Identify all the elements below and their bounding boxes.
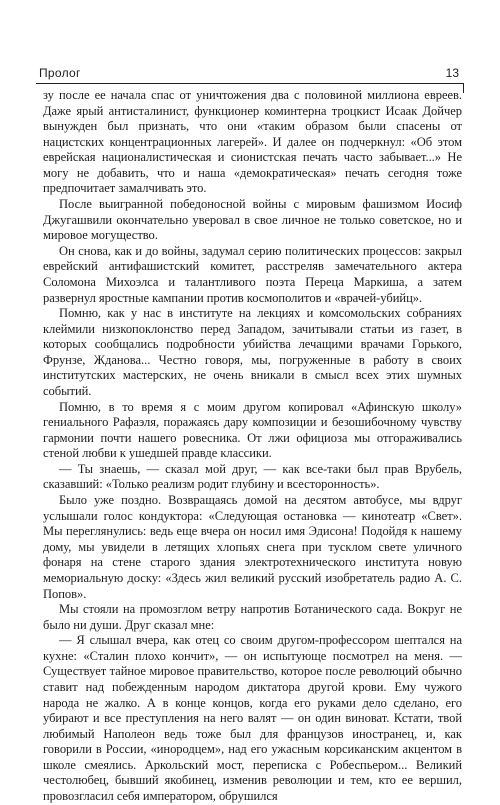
paragraph: — Ты знаешь, — сказал мой друг, — как все-таки был прав Врубель, сказавший: «Только реализм родит глубину и всесторонность».: [43, 461, 462, 492]
paragraph: Он снова, как и до войны, задумал серию политических процессов: закрыл еврейский антифашистский комитет, расстреляв замечательного актера Соломона Михоэлса и талантливого поэта Переца Маркиша, а затем развернул яростные кампании против космополитов и «врачей-убийц».: [43, 243, 462, 305]
paragraph: Помню, в то время я с моим другом копировал «Афинскую школу» гениального Рафаэля, поражаясь дару композиции и безошибочному чувству гармонии почти нашего ровесника. От лжи официоза мы отгораживались стеной любви к ушедшей правде классики.: [43, 399, 462, 461]
paragraph: Было уже поздно. Возвращаясь домой на десятом автобусе, мы вдруг услышали голос кондуктора: «Следующая остановка — кинотеатр «Свет». Мы переглянулись: ведь еще вчера он носил имя Эдисона! Подойдя к нашему дому, мы увидели в летящих хлопьях снега при тусклом свете уличного фонаря на стене старого здания электротехнического института новую мемориальную доску: «Здесь жил великий русский изобретатель радио А. С. Попов».: [43, 493, 462, 601]
paragraph: Помню, как у нас в институте на лекциях и комсомольских собраниях клеймили низкопоклонство перед Западом, зачитывали статьи из газет, в которых сообщались подробности убийства лечащими врачами Горького, Фрунзе, Жданова... Честно говоря, мы, погруженные в работу в своих институтских мастерских, не очень вникали в смысл всех этих шумных событий.: [43, 306, 462, 398]
header-rule-tick: [463, 83, 464, 93]
header-rule: [36, 83, 464, 84]
body-text: [43, 88, 462, 805]
paragraph: зу после ее начала спас от уничтожения два с половиной миллиона евреев. Даже ярый антисталинист, функционер коминтерна троцкист Исаак Дойчер вынужден был признать, что они «таким образом были спасены от нацистских концентрационных лагерей». И далее он подчеркнул: «Об этом еврейская националистическая и сионистская печать часто забывает...» Не могу не добавить, что и наша «демократическая» печать сегодня тоже предпочитает замалчивать это.: [43, 88, 462, 196]
running-header: [36, 62, 464, 84]
page-number: 13: [445, 66, 459, 80]
paragraph: После выигранной победоносной войны с мировым фашизмом Иосиф Джугашвили окончательно уверовал в свое личное не только советское, но и мировое могущество.: [43, 197, 462, 243]
paragraph: — Я слышал вчера, как отец со своим другом-профессором шептался на кухне: «Сталин плохо кончит», — он испытующе посмотрел на меня. — Существует тайное мировое правительство, которое после революций обычно ставит над побежденным народом диктатора другой крови. Ему чужого народа не жалко. А в конце концов, когда его руками дело сделано, его убирают и все преступления на него валят — он один виноват. Кстати, твой любимый Наполеон ведь тоже был для французов иностранец, и, как говорили в России, «инородцем», над его ужасным корсиканским акцентом в школе смеялись. Аркольский мост, переписка с Робеспьером... Великий честолюбец, бывший якобинец, изменив революции и тем, кто ее вершил, провозгласил себя императором, обрушился: [43, 633, 462, 804]
paragraph: Мы стояли на промозглом ветру напротив Ботанического сада. Вокруг не было ни души. Друг сказал мне:: [43, 602, 462, 632]
section-title: Пролог: [39, 66, 81, 80]
